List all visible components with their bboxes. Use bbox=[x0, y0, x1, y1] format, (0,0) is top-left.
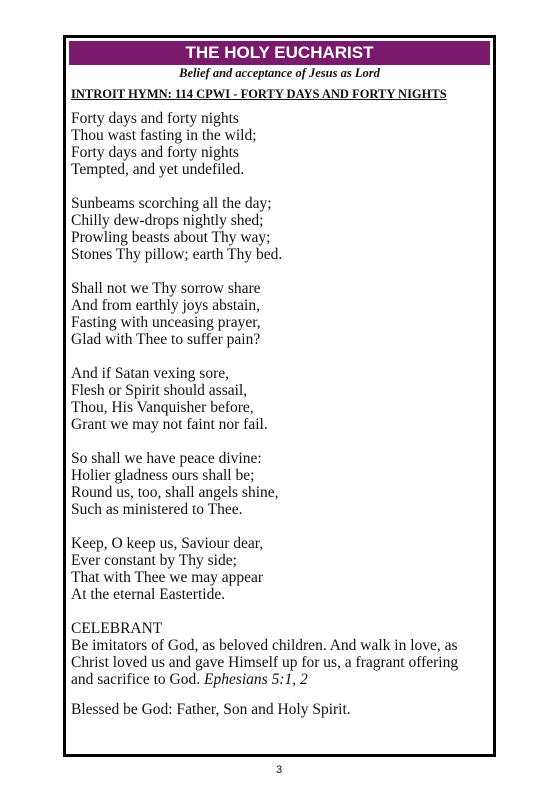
hymn-line: Shall not we Thy sorrow share bbox=[71, 280, 261, 297]
scripture-reference: Ephesians 5:1, 2 bbox=[204, 671, 308, 688]
hymn-heading: INTROIT HYMN: 114 CPWI - FORTY DAYS AND FORTY NIGHTS bbox=[71, 87, 447, 101]
page-frame bbox=[63, 35, 496, 757]
hymn-line: Round us, too, shall angels shine, bbox=[71, 484, 279, 501]
hymn-line: Tempted, and yet undefiled. bbox=[71, 161, 245, 178]
hymn-line: Sunbeams scorching all the day; bbox=[71, 195, 272, 212]
hymn-line: Stones Thy pillow; earth Thy bed. bbox=[71, 246, 283, 263]
hymn-line: Thou wast fasting in the wild; bbox=[71, 127, 257, 144]
hymn-stanza-6 bbox=[71, 535, 491, 603]
hymn-line: Thou, His Vanquisher before, bbox=[71, 399, 254, 416]
hymn-line: Forty days and forty nights bbox=[71, 144, 239, 161]
hymn-line: Forty days and forty nights bbox=[71, 110, 239, 127]
hymn-line: Prowling beasts about Thy way; bbox=[71, 229, 271, 246]
hymn-line: And from earthly joys abstain, bbox=[71, 297, 260, 314]
hymn-line: Glad with Thee to suffer pain? bbox=[71, 331, 261, 348]
hymn-line: At the eternal Eastertide. bbox=[71, 586, 226, 603]
hymn-line: That with Thee we may appear bbox=[71, 569, 264, 586]
hymn-stanza-3 bbox=[71, 280, 491, 348]
page-number: 3 bbox=[275, 764, 283, 776]
hymn-line: And if Satan vexing sore, bbox=[71, 365, 229, 382]
hymn-line: Grant we may not faint nor fail. bbox=[71, 416, 268, 433]
page-subtitle: Belief and acceptance of Jesus as Lord bbox=[179, 66, 380, 80]
hymn-line: Flesh or Spirit should assail, bbox=[71, 382, 248, 399]
hymn-line: Such as ministered to Thee. bbox=[71, 501, 243, 518]
hymn-stanza-4 bbox=[71, 365, 491, 433]
hymn-line: Chilly dew-drops nightly shed; bbox=[71, 212, 264, 229]
hymn-line: Keep, O keep us, Saviour dear, bbox=[71, 535, 264, 552]
hymn-stanza-5 bbox=[71, 450, 491, 518]
celebrant-label: CELEBRANT bbox=[71, 620, 163, 637]
hymn-line: Holier gladness ours shall be; bbox=[71, 467, 255, 484]
celebrant-text: and sacrifice to God. bbox=[71, 671, 201, 688]
hymn-line: Ever constant by Thy side; bbox=[71, 552, 237, 569]
celebrant-text: Be imitators of God, as beloved children. And walk in love, as bbox=[71, 637, 458, 654]
hymn-line: Fasting with unceasing prayer, bbox=[71, 314, 261, 331]
celebrant-text-last bbox=[71, 671, 491, 688]
celebrant-section bbox=[71, 620, 491, 688]
celebrant-text: Christ loved us and gave Himself up for us, a fragrant offering bbox=[71, 654, 459, 671]
hymn-line: So shall we have peace divine: bbox=[71, 450, 262, 467]
page-title: THE HOLY EUCHARIST bbox=[69, 41, 490, 65]
hymn-stanza-1 bbox=[71, 110, 491, 178]
body-text bbox=[71, 110, 491, 718]
hymn-stanza-2 bbox=[71, 195, 491, 263]
closing-line: Blessed be God: Father, Son and Holy Spirit. bbox=[71, 701, 351, 718]
